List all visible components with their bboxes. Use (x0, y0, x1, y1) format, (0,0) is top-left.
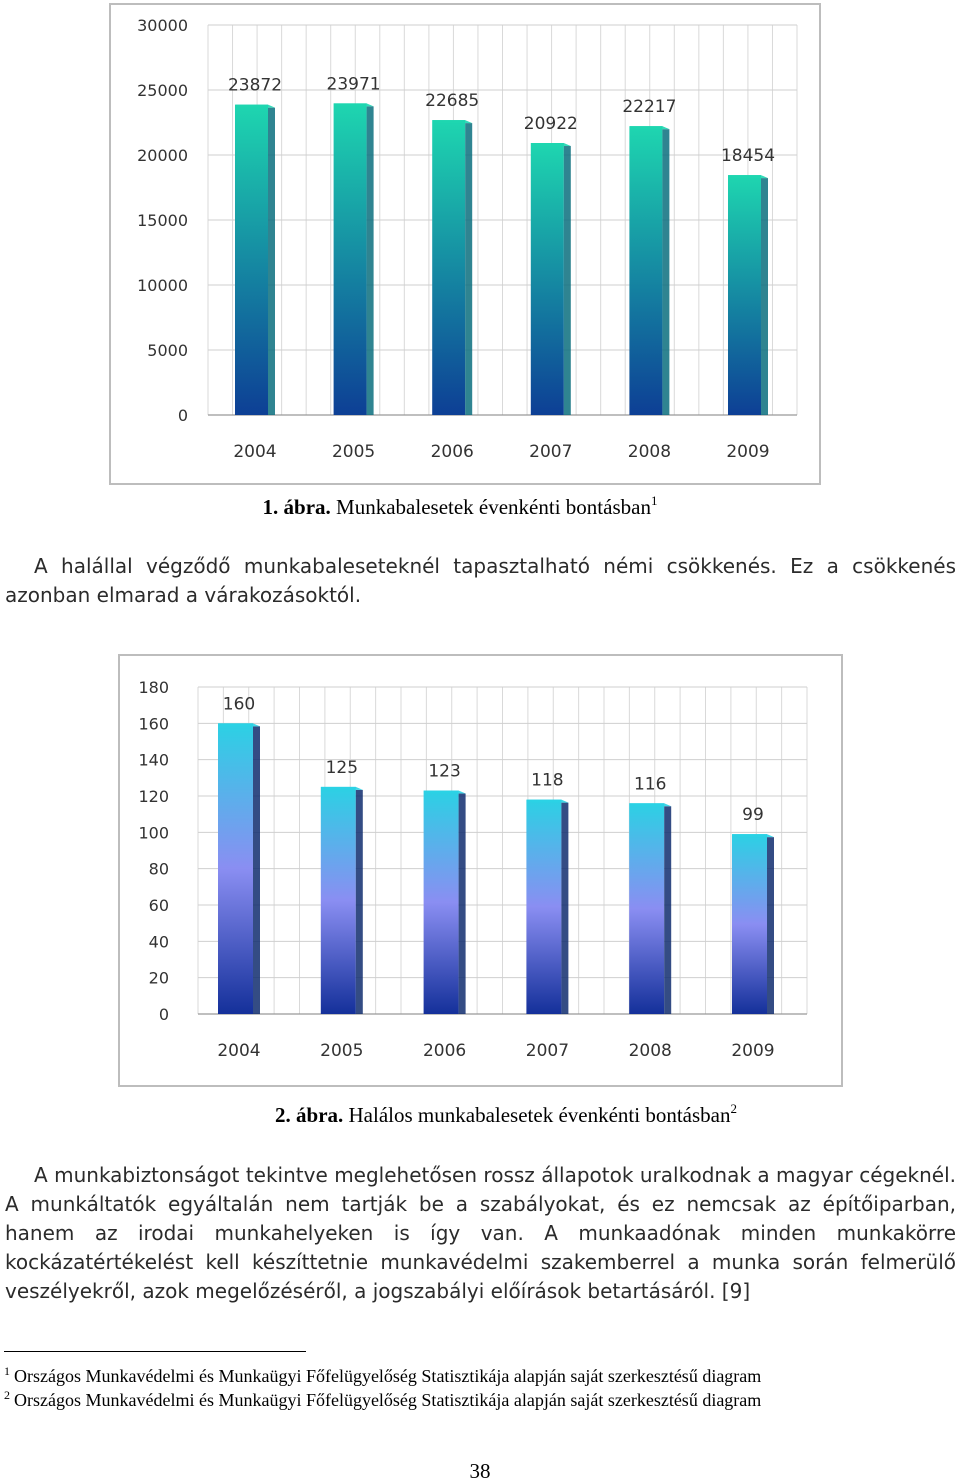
fatal-accidents-bar-chart (118, 654, 843, 1087)
y-tick-label: 60 (148, 896, 169, 915)
data-label-2006: 123 (428, 761, 461, 782)
footnote-separator (4, 1351, 306, 1352)
bar-top-2009 (732, 834, 774, 837)
bar-2008 (629, 126, 662, 415)
footnote-2 (4, 1390, 761, 1411)
y-tick-label: 100 (138, 823, 169, 843)
bar-side-2007 (564, 146, 571, 415)
x-tick-label-2009: 2009 (731, 1041, 775, 1061)
x-tick-label-2005: 2005 (320, 1041, 364, 1061)
bar-2004 (218, 723, 253, 1014)
bar-side-2008 (662, 129, 669, 415)
bar-side-2005 (356, 790, 363, 1014)
data-label-2009: 18454 (720, 146, 776, 167)
bar-top-2007 (531, 143, 571, 146)
bar-2005 (321, 787, 356, 1014)
bar-top-2006 (432, 120, 472, 123)
figure-2-footnote-ref[interactable]: 2 (730, 1101, 737, 1116)
data-label-2005: 23971 (326, 74, 381, 95)
bar-2009 (732, 834, 767, 1014)
x-tick-label-2005: 2005 (331, 442, 376, 462)
x-tick-label-2007: 2007 (529, 442, 573, 462)
y-tick-label: 0 (177, 406, 188, 425)
y-tick-label: 30000 (137, 16, 188, 35)
bar-side-2004 (253, 726, 260, 1014)
y-tick-label: 25000 (137, 81, 188, 100)
data-label-2006: 22685 (425, 91, 480, 112)
bar-top-2005 (334, 103, 374, 106)
y-tick-label: 20000 (137, 146, 188, 165)
x-tick-label-2009: 2009 (726, 442, 770, 462)
bar-side-2004 (268, 108, 275, 415)
data-label-2008: 116 (633, 774, 667, 795)
y-tick-label: 140 (138, 750, 169, 770)
bar-top-2007 (526, 800, 568, 803)
bar-side-2006 (459, 794, 466, 1014)
data-label-2009: 99 (742, 805, 764, 826)
paragraph-fatal-accidents: A halállal végződő munkabaleseteknél tapasztalható némi csökkenés. Ez a csökkenés azonban elmarad a várakozásoktól. (5, 554, 956, 607)
bar-2005 (334, 103, 367, 415)
y-tick-label: 15000 (137, 211, 188, 230)
x-tick-label-2004: 2004 (217, 1041, 261, 1061)
x-tick-label-2006: 2006 (422, 1041, 467, 1061)
bar-top-2008 (629, 126, 669, 129)
bar-2006 (424, 791, 459, 1014)
x-tick-label-2008: 2008 (627, 442, 672, 462)
footnote-1-text: Országos Munkavédelmi és Munkaügyi Főfelügyelőség Statisztikája alapján saját szerkesztésű diagram (14, 1366, 762, 1386)
page-number: 38 (469, 1459, 491, 1483)
figure-2-caption (26, 1103, 960, 1128)
bar-top-2006 (424, 791, 466, 794)
y-tick-label: 180 (138, 678, 169, 697)
bar-top-2004 (235, 105, 275, 108)
footnote-2-number: 2 (4, 1388, 10, 1402)
data-label-2005: 125 (325, 757, 359, 778)
x-tick-label-2007: 2007 (525, 1041, 570, 1061)
footnote-2-text: Országos Munkavédelmi és Munkaügyi Főfelügyelőség Statisztikája alapján saját szerkesztésű diagram (14, 1390, 762, 1410)
bar-2004 (235, 105, 268, 415)
accidents-chart-svg (111, 5, 819, 483)
y-tick-label: 120 (138, 787, 169, 806)
figure-1-footnote-ref[interactable]: 1 (650, 493, 658, 508)
data-label-2007: 118 (531, 770, 564, 791)
y-tick-label: 40 (148, 932, 169, 952)
y-tick-label: 160 (138, 714, 169, 734)
paragraph-workplace-safety: A munkabiztonságot tekintve meglehetősen rossz állapotok uralkodnak a magyar cégeknél. A munkáltatók egyáltalán nem tartják be a szabályokat, és ez nemcsak az építőiparban, hanem az irodai munkahelyeken is így van. A munkaadónak minden munkakörre kockázatértékelést kell készíttetnie munkavédelmi szakemberrel a munka során felmerülő veszélyekről, azok megelőzéséről, a jogszabályi előírások betartásáról. [9] (5, 1163, 956, 1303)
y-tick-label: 80 (148, 859, 169, 879)
bar-2007 (531, 143, 564, 415)
fatal-accidents-chart-svg (120, 656, 841, 1085)
data-label-2008: 22217 (622, 97, 677, 118)
bar-side-2005 (367, 106, 374, 415)
bar-2008 (629, 803, 664, 1014)
data-label-2004: 23872 (227, 75, 283, 96)
bar-side-2007 (561, 803, 568, 1014)
bar-side-2008 (664, 806, 671, 1014)
figure-2-title: Halálos munkabalesetek évenkénti bontásban (343, 1103, 731, 1127)
bar-top-2009 (728, 175, 768, 178)
y-tick-label: 0 (158, 1005, 169, 1024)
accidents-bar-chart (109, 3, 821, 485)
bar-side-2006 (465, 123, 472, 415)
bar-2006 (432, 120, 465, 415)
x-tick-label-2006: 2006 (430, 442, 474, 462)
bar-top-2004 (218, 723, 260, 726)
figure-2-number: 2. ábra. (275, 1103, 344, 1127)
data-label-2007: 20922 (523, 114, 578, 135)
data-label-2004: 160 (222, 694, 256, 715)
y-tick-label: 5000 (147, 341, 188, 360)
bar-side-2009 (761, 178, 768, 415)
figure-1-caption (0, 495, 940, 520)
bar-side-2009 (767, 837, 774, 1014)
bar-2009 (728, 175, 761, 415)
x-tick-label-2008: 2008 (628, 1041, 672, 1061)
y-tick-label: 10000 (137, 276, 188, 295)
figure-1-title: Munkabalesetek évenkénti bontásban (330, 495, 651, 519)
footnote-1 (4, 1366, 761, 1387)
bar-top-2005 (321, 787, 363, 790)
figure-1-number: 1. ábra. (262, 495, 331, 519)
footnote-1-number: 1 (4, 1364, 10, 1378)
x-tick-label-2004: 2004 (233, 442, 277, 462)
bar-2007 (526, 800, 561, 1014)
bar-top-2008 (629, 803, 671, 806)
y-tick-label: 20 (148, 968, 169, 988)
